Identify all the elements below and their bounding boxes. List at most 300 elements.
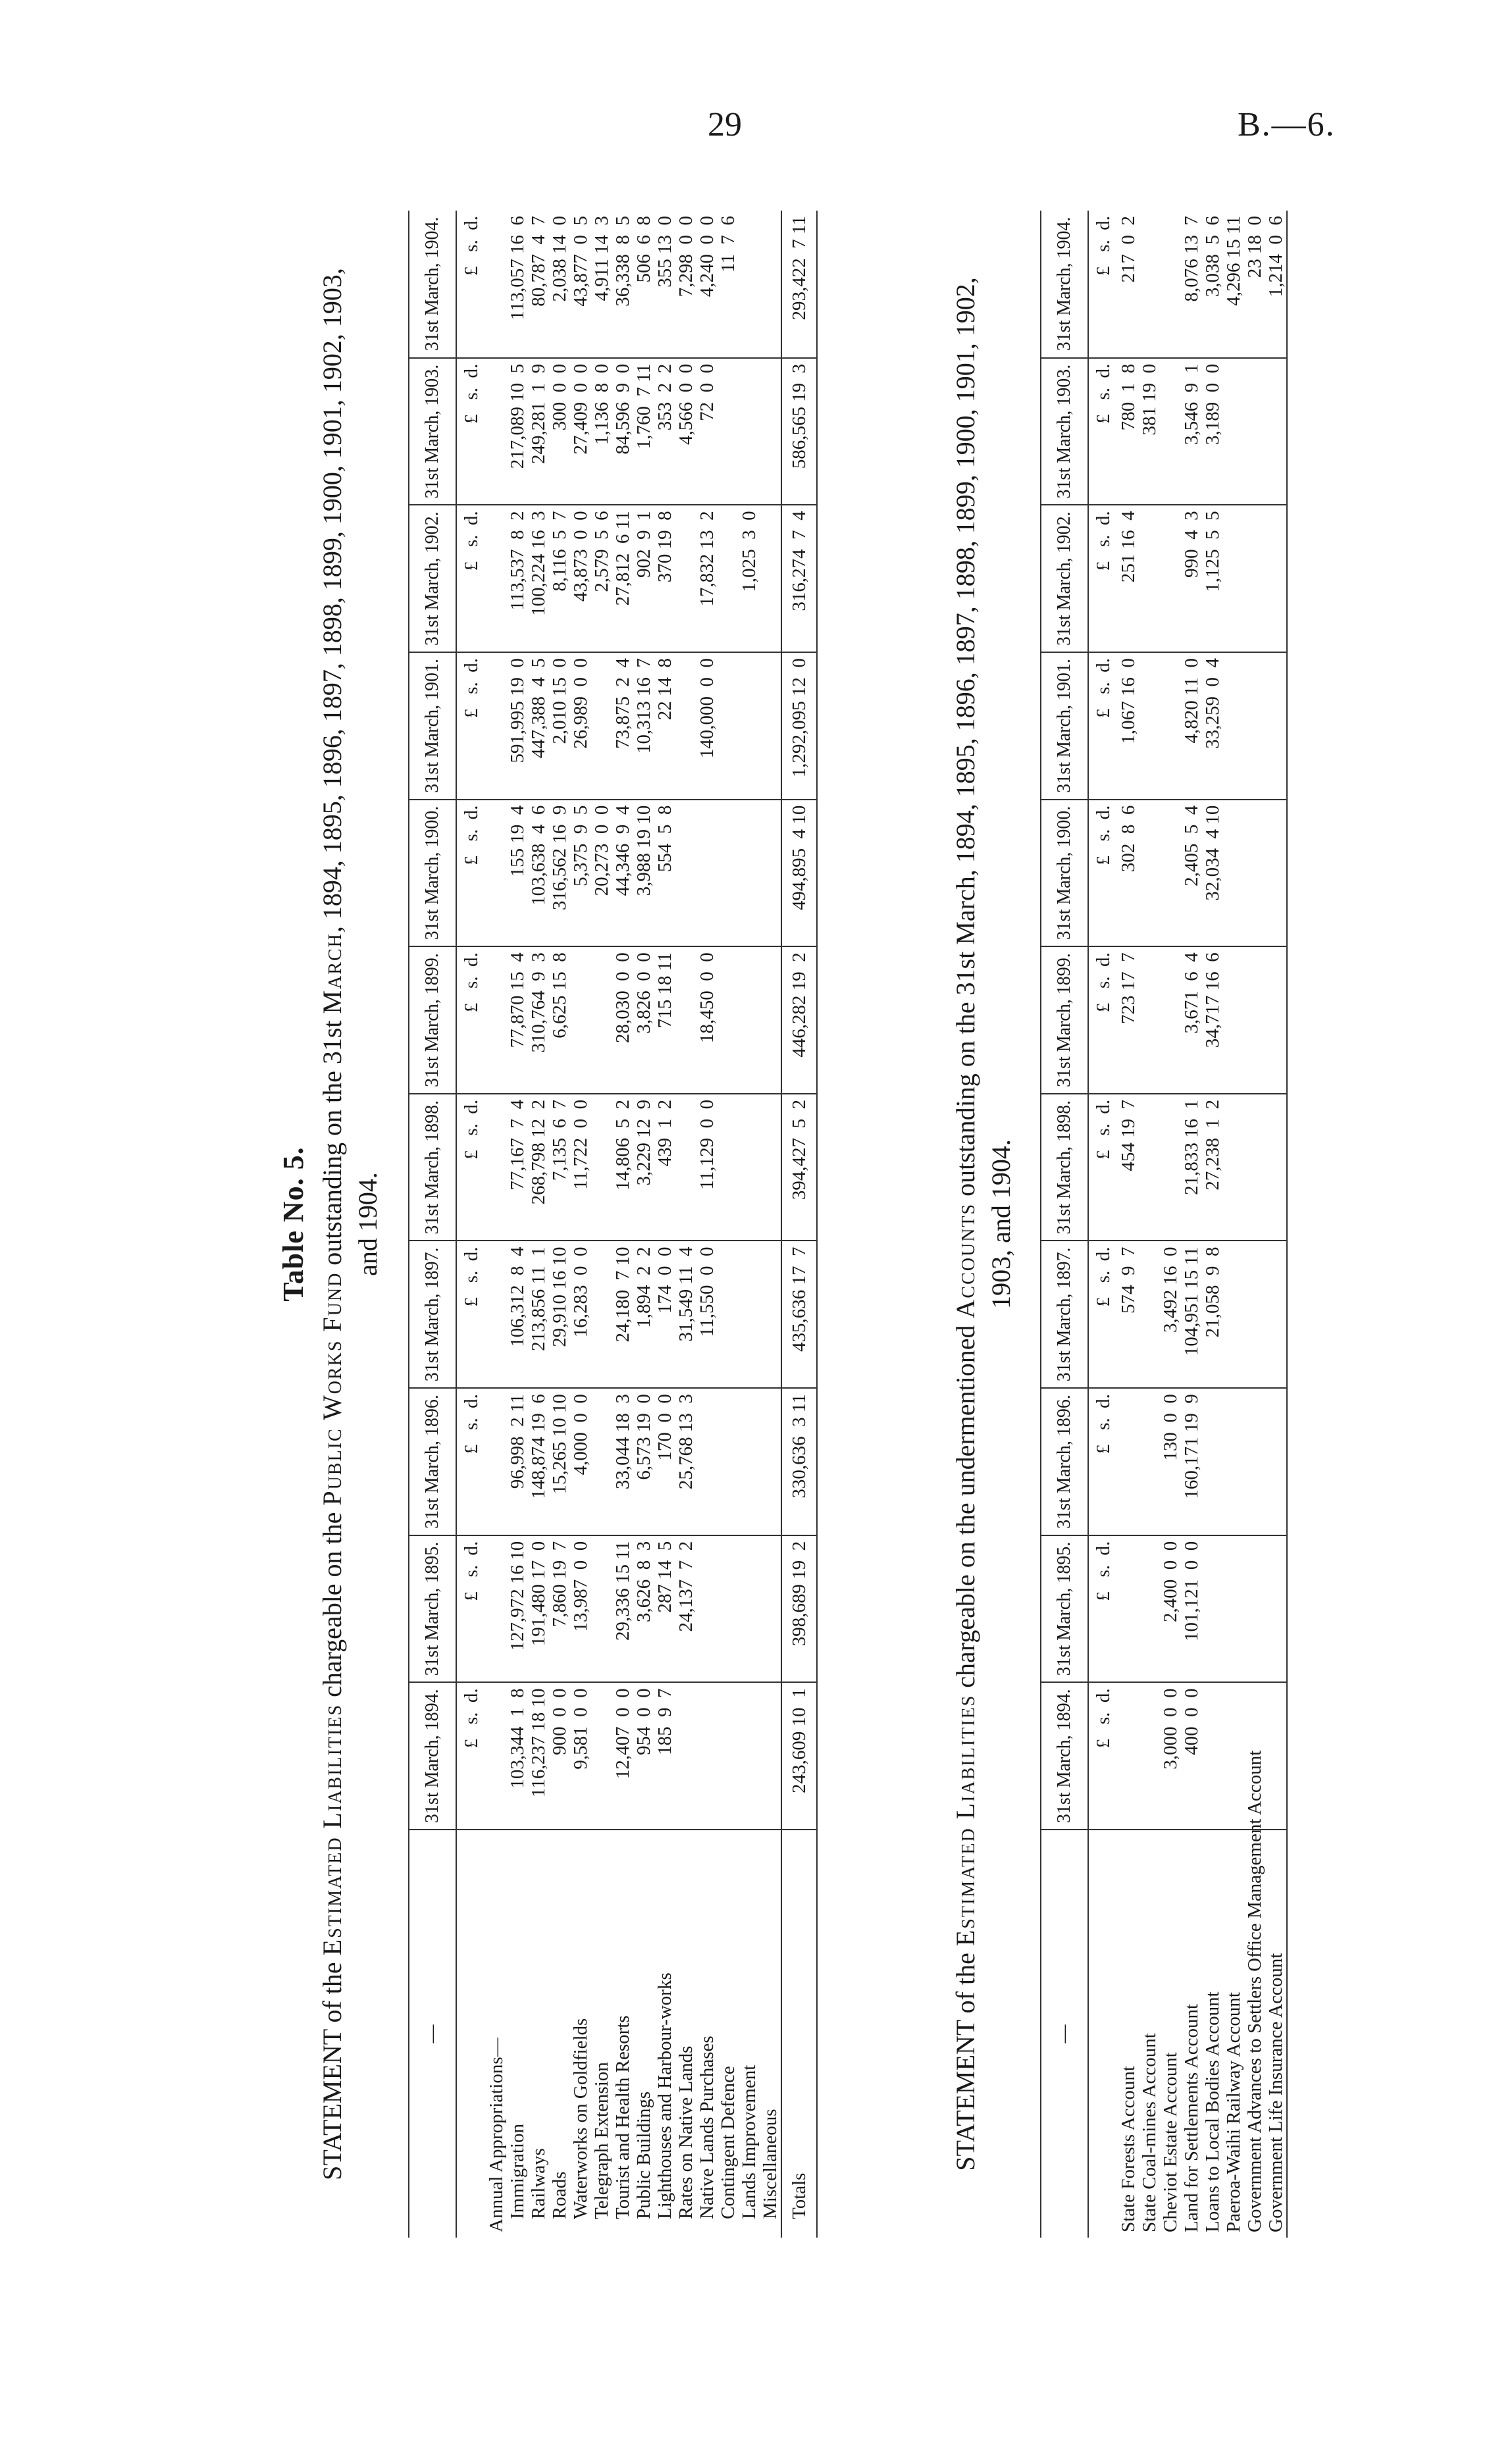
value-cell <box>591 1535 612 1683</box>
value-cell: 370 19 8 <box>654 505 675 652</box>
table-row <box>654 211 675 2238</box>
value-cell: 715 18 11 <box>654 946 675 1094</box>
value-cell: 44,346 9 4 <box>612 800 633 947</box>
value-cell <box>718 1535 739 1683</box>
row-label: Roads <box>549 2171 570 2219</box>
value-cell: 2,010 15 0 <box>549 652 570 800</box>
total-cell: 394,427 5 2 <box>781 1094 817 1241</box>
value-cell <box>1139 1094 1160 1241</box>
units-cell: £ s. d. <box>1088 652 1118 800</box>
value-cell: 160,171 19 9 <box>1181 1388 1202 1535</box>
value-cell: 4,820 11 0 <box>1181 652 1202 800</box>
value-cell: 3,189 0 0 <box>1202 358 1223 505</box>
units-row <box>1088 211 1118 2238</box>
table-row <box>1202 211 1223 2238</box>
value-cell: 33,259 0 4 <box>1202 652 1223 800</box>
value-cell <box>1139 800 1160 947</box>
table-row <box>528 211 549 2238</box>
units-cell: £ s. d. <box>456 1682 486 1830</box>
value-cell <box>1223 946 1244 1094</box>
value-cell: 217 0 2 <box>1118 211 1139 358</box>
value-cell: 21,058 9 8 <box>1202 1241 1223 1389</box>
empty-cell <box>486 1682 507 1830</box>
value-cell <box>1223 1388 1244 1535</box>
value-cell: 9,581 0 0 <box>570 1682 591 1830</box>
value-cell <box>1265 1388 1287 1535</box>
value-cell: 84,596 9 0 <box>612 358 633 505</box>
table-row <box>549 211 570 2238</box>
value-cell: 21,833 16 1 <box>1181 1094 1202 1241</box>
value-cell: 902 9 1 <box>633 505 654 652</box>
value-cell: 27,409 0 0 <box>570 358 591 505</box>
caption-text: Estimated Liabilities <box>317 1703 347 1956</box>
column-header: 31st March, 1896. <box>1041 1388 1088 1535</box>
value-cell <box>1202 1388 1223 1535</box>
value-cell <box>675 1682 696 1830</box>
value-cell <box>1160 358 1181 505</box>
units-cell: £ s. d. <box>1088 1682 1118 1830</box>
table-row <box>1265 211 1287 2238</box>
row-label: Paeroa-Waihi Railway Account <box>1223 1992 1244 2232</box>
value-cell <box>1244 652 1265 800</box>
value-cell: 31,549 11 4 <box>675 1241 696 1389</box>
caption-text: , 1894, 1895, 1896, 1897, 1898, 1899, 1900, 1901, 1902, 1903, <box>317 268 347 933</box>
column-header: — <box>409 1830 456 2238</box>
total-cell: 446,282 19 2 <box>781 946 817 1094</box>
caption-text: chargeable on the <box>317 1505 347 1704</box>
value-cell: 287 14 5 <box>654 1535 675 1683</box>
value-cell: 3,671 6 4 <box>1181 946 1202 1094</box>
column-header: 31st March, 1904. <box>1041 211 1088 358</box>
value-cell: 4,566 0 0 <box>675 358 696 505</box>
value-cell: 353 2 2 <box>654 358 675 505</box>
value-cell: 24,180 7 10 <box>612 1241 633 1389</box>
value-cell: 170 0 0 <box>654 1388 675 1535</box>
value-cell: 439 1 2 <box>654 1094 675 1241</box>
value-cell: 17,832 13 2 <box>696 505 718 652</box>
value-cell <box>1223 1094 1244 1241</box>
value-cell: 7,135 6 7 <box>549 1094 570 1241</box>
column-header: 31st March, 1898. <box>409 1094 456 1241</box>
value-cell: 25,768 13 3 <box>675 1388 696 1535</box>
value-cell: 33,044 18 3 <box>612 1388 633 1535</box>
value-cell: 23 18 0 <box>1244 211 1265 358</box>
value-cell <box>570 946 591 1094</box>
total-cell: 435,636 17 7 <box>781 1241 817 1389</box>
value-cell <box>760 800 781 947</box>
value-cell <box>1265 800 1287 947</box>
column-header: 31st March, 1897. <box>1041 1241 1088 1389</box>
value-cell <box>675 800 696 947</box>
table-row <box>1181 211 1202 2238</box>
row-label: Government Life Insurance Account <box>1265 1953 1286 2232</box>
value-cell: 8,076 13 7 <box>1181 211 1202 358</box>
column-header: 31st March, 1897. <box>409 1241 456 1389</box>
value-cell: 900 0 0 <box>549 1682 570 1830</box>
value-cell: 268,798 12 2 <box>528 1094 549 1241</box>
value-cell: 11,129 0 0 <box>696 1094 718 1241</box>
column-header: 31st March, 1903. <box>409 358 456 505</box>
column-header: 31st March, 1894. <box>1041 1682 1088 1830</box>
value-cell <box>1139 946 1160 1094</box>
value-cell <box>1244 358 1265 505</box>
value-cell: 1,760 7 11 <box>633 358 654 505</box>
value-cell: 27,238 1 2 <box>1202 1094 1223 1241</box>
value-cell <box>1244 1388 1265 1535</box>
value-cell <box>1223 1682 1244 1830</box>
value-cell <box>1139 505 1160 652</box>
value-cell: 13,987 0 0 <box>570 1535 591 1683</box>
value-cell: 18,450 0 0 <box>696 946 718 1094</box>
value-cell: 29,910 16 10 <box>549 1241 570 1389</box>
value-cell: 6,625 15 8 <box>549 946 570 1094</box>
empty-cell <box>486 1241 507 1389</box>
value-cell <box>739 946 760 1094</box>
value-cell <box>1244 946 1265 1094</box>
value-cell: 130 0 0 <box>1160 1388 1181 1535</box>
value-cell: 3,492 16 0 <box>1160 1241 1181 1389</box>
empty-cell <box>486 1388 507 1535</box>
value-cell <box>1160 800 1181 947</box>
table-row <box>507 211 528 2238</box>
table-number: Table No. 5. <box>277 1146 309 1302</box>
value-cell <box>675 652 696 800</box>
table-row <box>633 211 654 2238</box>
value-cell: 103,638 4 6 <box>528 800 549 947</box>
value-cell <box>718 946 739 1094</box>
value-cell: 73,875 2 4 <box>612 652 633 800</box>
value-cell <box>718 1388 739 1535</box>
value-cell <box>1223 1241 1244 1389</box>
document-code: B.—6. <box>1238 106 1336 143</box>
empty-cell <box>486 800 507 947</box>
empty-cell <box>486 1094 507 1241</box>
value-cell <box>718 1241 739 1389</box>
value-cell <box>1118 1535 1139 1683</box>
table-header-row <box>409 211 456 2238</box>
value-cell: 723 17 7 <box>1118 946 1139 1094</box>
value-cell <box>760 1388 781 1535</box>
value-cell: 1,894 2 2 <box>633 1241 654 1389</box>
value-cell <box>1265 358 1287 505</box>
value-cell <box>591 1241 612 1389</box>
value-cell: 1,025 3 0 <box>739 505 760 652</box>
value-cell: 3,988 19 10 <box>633 800 654 947</box>
value-cell <box>760 1682 781 1830</box>
value-cell: 11,722 0 0 <box>570 1094 591 1241</box>
caption-text: outstanding on the 31st <box>317 1014 347 1272</box>
value-cell: 116,237 18 10 <box>528 1682 549 1830</box>
value-cell: 127,972 16 10 <box>507 1535 528 1683</box>
table-row <box>718 211 739 2238</box>
value-cell: 554 5 8 <box>654 800 675 947</box>
units-cell: £ s. d. <box>1088 800 1118 947</box>
row-label: Lighthouses and Harbour-works <box>654 1972 675 2219</box>
table-row <box>675 211 696 2238</box>
table1-caption <box>315 171 386 2277</box>
value-cell: 400 0 0 <box>1181 1682 1202 1830</box>
caption-text: March <box>317 933 347 1014</box>
value-cell: 28,030 0 0 <box>612 946 633 1094</box>
row-label: Immigration <box>507 2124 528 2219</box>
value-cell: 22 14 8 <box>654 652 675 800</box>
value-cell: 780 1 8 <box>1118 358 1139 505</box>
value-cell: 96,998 2 11 <box>507 1388 528 1535</box>
caption-text: chargeable on the undermentioned <box>951 1318 980 1695</box>
column-header: 31st March, 1902. <box>1041 505 1088 652</box>
value-cell: 174 0 0 <box>654 1241 675 1389</box>
value-cell <box>696 1388 718 1535</box>
value-cell <box>1223 358 1244 505</box>
value-cell: 29,336 15 11 <box>612 1535 633 1683</box>
value-cell <box>739 1388 760 1535</box>
total-cell: 243,609 10 1 <box>781 1682 817 1830</box>
value-cell <box>739 800 760 947</box>
table2-body <box>1088 211 1287 2238</box>
page-number: 29 <box>708 106 742 143</box>
value-cell: 103,344 1 8 <box>507 1682 528 1830</box>
units-blank <box>456 1830 486 2238</box>
column-header: 31st March, 1900. <box>1041 800 1088 947</box>
table1-body <box>456 211 781 2238</box>
rotated-page-content <box>276 171 1428 2277</box>
units-blank <box>1088 1830 1118 2238</box>
table-row <box>1118 211 1139 2238</box>
value-cell <box>1223 800 1244 947</box>
row-label: Cheviot Estate Account <box>1160 2052 1181 2232</box>
units-cell: £ s. d. <box>1088 505 1118 652</box>
row-label: Waterworks on Goldfields <box>570 2018 591 2219</box>
value-cell <box>675 505 696 652</box>
value-cell: 574 9 7 <box>1118 1241 1139 1389</box>
value-cell: 113,057 16 6 <box>507 211 528 358</box>
value-cell: 101,121 0 0 <box>1181 1535 1202 1683</box>
empty-cell <box>486 358 507 505</box>
value-cell <box>718 652 739 800</box>
table-row <box>1160 211 1181 2238</box>
value-cell: 191,480 17 0 <box>528 1535 549 1683</box>
table-row <box>1223 211 1244 2238</box>
empty-cell <box>486 1535 507 1683</box>
units-cell: £ s. d. <box>456 505 486 652</box>
units-cell: £ s. d. <box>456 358 486 505</box>
value-cell <box>760 1094 781 1241</box>
empty-cell <box>486 652 507 800</box>
value-cell: 1,136 8 0 <box>591 358 612 505</box>
value-cell <box>1265 652 1287 800</box>
value-cell: 77,870 15 4 <box>507 946 528 1094</box>
value-cell: 24,137 7 2 <box>675 1535 696 1683</box>
value-cell: 7,298 0 0 <box>675 211 696 358</box>
units-cell: £ s. d. <box>456 1535 486 1683</box>
value-cell <box>1265 1241 1287 1389</box>
value-cell: 77,167 7 4 <box>507 1094 528 1241</box>
row-label: Telegraph Extension <box>591 2062 612 2219</box>
units-cell: £ s. d. <box>456 1094 486 1241</box>
units-cell: £ s. d. <box>456 1241 486 1389</box>
value-cell: 310,764 9 3 <box>528 946 549 1094</box>
value-cell <box>739 1682 760 1830</box>
table-row <box>570 211 591 2238</box>
value-cell: 302 8 6 <box>1118 800 1139 947</box>
row-label: Loans to Local Bodies Account <box>1202 1991 1223 2232</box>
column-header: 31st March, 1898. <box>1041 1094 1088 1241</box>
total-cell: 293,422 7 11 <box>781 211 817 358</box>
value-cell <box>1265 1094 1287 1241</box>
value-cell: 113,537 8 2 <box>507 505 528 652</box>
value-cell: 990 4 3 <box>1181 505 1202 652</box>
value-cell: 27,812 6 11 <box>612 505 633 652</box>
column-header: 31st March, 1904. <box>409 211 456 358</box>
value-cell: 355 13 0 <box>654 211 675 358</box>
value-cell: 1,067 16 0 <box>1118 652 1139 800</box>
row-label: Public Buildings <box>633 2091 654 2219</box>
value-cell: 3,000 0 0 <box>1160 1682 1181 1830</box>
value-cell: 80,787 4 7 <box>528 211 549 358</box>
units-cell: £ s. d. <box>1088 1388 1118 1535</box>
table-header-row <box>1041 211 1088 2238</box>
value-cell: 3,626 8 3 <box>633 1535 654 1683</box>
value-cell: 454 19 7 <box>1118 1094 1139 1241</box>
empty-cell <box>486 211 507 358</box>
value-cell: 43,877 0 5 <box>570 211 591 358</box>
value-cell <box>1118 1388 1139 1535</box>
value-cell <box>760 1241 781 1389</box>
column-header: — <box>1041 1830 1088 2238</box>
value-cell <box>591 1094 612 1241</box>
value-cell <box>760 505 781 652</box>
value-cell <box>1223 652 1244 800</box>
value-cell <box>1139 1388 1160 1535</box>
value-cell: 14,806 5 2 <box>612 1094 633 1241</box>
value-cell <box>1265 505 1287 652</box>
table-row <box>612 211 633 2238</box>
units-cell: £ s. d. <box>456 652 486 800</box>
value-cell: 4,240 0 0 <box>696 211 718 358</box>
total-cell: 398,689 19 2 <box>781 1535 817 1683</box>
value-cell: 381 19 0 <box>1139 358 1160 505</box>
value-cell: 148,874 19 6 <box>528 1388 549 1535</box>
value-cell <box>1244 1535 1265 1683</box>
value-cell: 4,911 14 3 <box>591 211 612 358</box>
value-cell <box>718 358 739 505</box>
value-cell: 6,573 19 0 <box>633 1388 654 1535</box>
value-cell: 2,400 0 0 <box>1160 1535 1181 1683</box>
value-cell <box>1160 211 1181 358</box>
column-header: 31st March, 1895. <box>409 1535 456 1683</box>
table-row <box>591 211 612 2238</box>
row-label: Lands Improvement <box>739 2065 760 2219</box>
caption-text: STATEMENT of the <box>317 1955 347 2180</box>
value-cell <box>591 1682 612 1830</box>
value-cell <box>591 652 612 800</box>
value-cell: 217,089 10 5 <box>507 358 528 505</box>
accounts-liabilities-table <box>1040 211 1288 2238</box>
value-cell <box>696 800 718 947</box>
column-header: 31st March, 1899. <box>409 946 456 1094</box>
value-cell: 15,265 10 10 <box>549 1388 570 1535</box>
value-cell <box>591 1388 612 1535</box>
empty-cell <box>486 505 507 652</box>
value-cell: 2,579 5 6 <box>591 505 612 652</box>
units-cell: £ s. d. <box>1088 946 1118 1094</box>
row-label: Land for Settlements Account <box>1181 2003 1202 2232</box>
value-cell: 26,989 0 0 <box>570 652 591 800</box>
column-header: 31st March, 1899. <box>1041 946 1088 1094</box>
value-cell <box>760 652 781 800</box>
table-row <box>760 211 781 2238</box>
empty-cell <box>486 946 507 1094</box>
value-cell: 7,860 19 7 <box>549 1535 570 1683</box>
value-cell <box>1244 1241 1265 1389</box>
row-label: State Forests Account <box>1118 2066 1139 2232</box>
value-cell <box>739 1241 760 1389</box>
caption-text: STATEMENT of the <box>951 1946 980 2171</box>
column-header: 31st March, 1894. <box>409 1682 456 1830</box>
totals-row <box>781 211 817 2238</box>
value-cell: 104,951 15 11 <box>1181 1241 1202 1389</box>
value-cell <box>760 946 781 1094</box>
caption-text: Accounts <box>951 1202 980 1319</box>
value-cell: 506 6 8 <box>633 211 654 358</box>
value-cell: 32,034 4 10 <box>1202 800 1223 947</box>
value-cell: 300 0 0 <box>549 358 570 505</box>
value-cell <box>1244 505 1265 652</box>
value-cell: 12,407 0 0 <box>612 1682 633 1830</box>
value-cell: 954 0 0 <box>633 1682 654 1830</box>
value-cell: 4,000 0 0 <box>570 1388 591 1535</box>
caption-text: and 1904. <box>353 1172 382 1276</box>
value-cell <box>718 1094 739 1241</box>
value-cell: 3,826 0 0 <box>633 946 654 1094</box>
value-cell: 2,405 5 4 <box>1181 800 1202 947</box>
row-label: Miscellaneous <box>760 2109 781 2219</box>
value-cell: 11 7 6 <box>718 211 739 358</box>
value-cell: 43,873 0 0 <box>570 505 591 652</box>
value-cell <box>760 1535 781 1683</box>
value-cell: 251 16 4 <box>1118 505 1139 652</box>
value-cell: 100,224 16 3 <box>528 505 549 652</box>
value-cell <box>1139 1682 1160 1830</box>
value-cell: 8,116 5 7 <box>549 505 570 652</box>
value-cell: 1,125 5 5 <box>1202 505 1223 652</box>
value-cell: 316,562 16 9 <box>549 800 570 947</box>
column-header: 31st March, 1901. <box>1041 652 1088 800</box>
value-cell: 447,388 4 5 <box>528 652 549 800</box>
value-cell <box>739 211 760 358</box>
total-cell: 494,895 4 10 <box>781 800 817 947</box>
value-cell <box>696 1682 718 1830</box>
public-works-liabilities-table <box>408 211 818 2238</box>
caption-text: Public Works Fund <box>317 1271 347 1506</box>
value-cell <box>1139 1241 1160 1389</box>
value-cell <box>1160 652 1181 800</box>
value-cell <box>1265 1682 1287 1830</box>
value-cell: 1,214 0 6 <box>1265 211 1287 358</box>
value-cell <box>696 1535 718 1683</box>
column-header: 31st March, 1903. <box>1041 358 1088 505</box>
units-cell: £ s. d. <box>456 946 486 1094</box>
value-cell: 3,229 12 9 <box>633 1094 654 1241</box>
value-cell: 5,375 9 5 <box>570 800 591 947</box>
caption-text: Estimated Liabilities <box>951 1694 980 1947</box>
column-header: 31st March, 1900. <box>409 800 456 947</box>
value-cell <box>739 652 760 800</box>
value-cell: 591,995 19 0 <box>507 652 528 800</box>
value-cell <box>675 946 696 1094</box>
value-cell: 3,546 9 1 <box>1181 358 1202 505</box>
value-cell: 213,856 11 1 <box>528 1241 549 1389</box>
